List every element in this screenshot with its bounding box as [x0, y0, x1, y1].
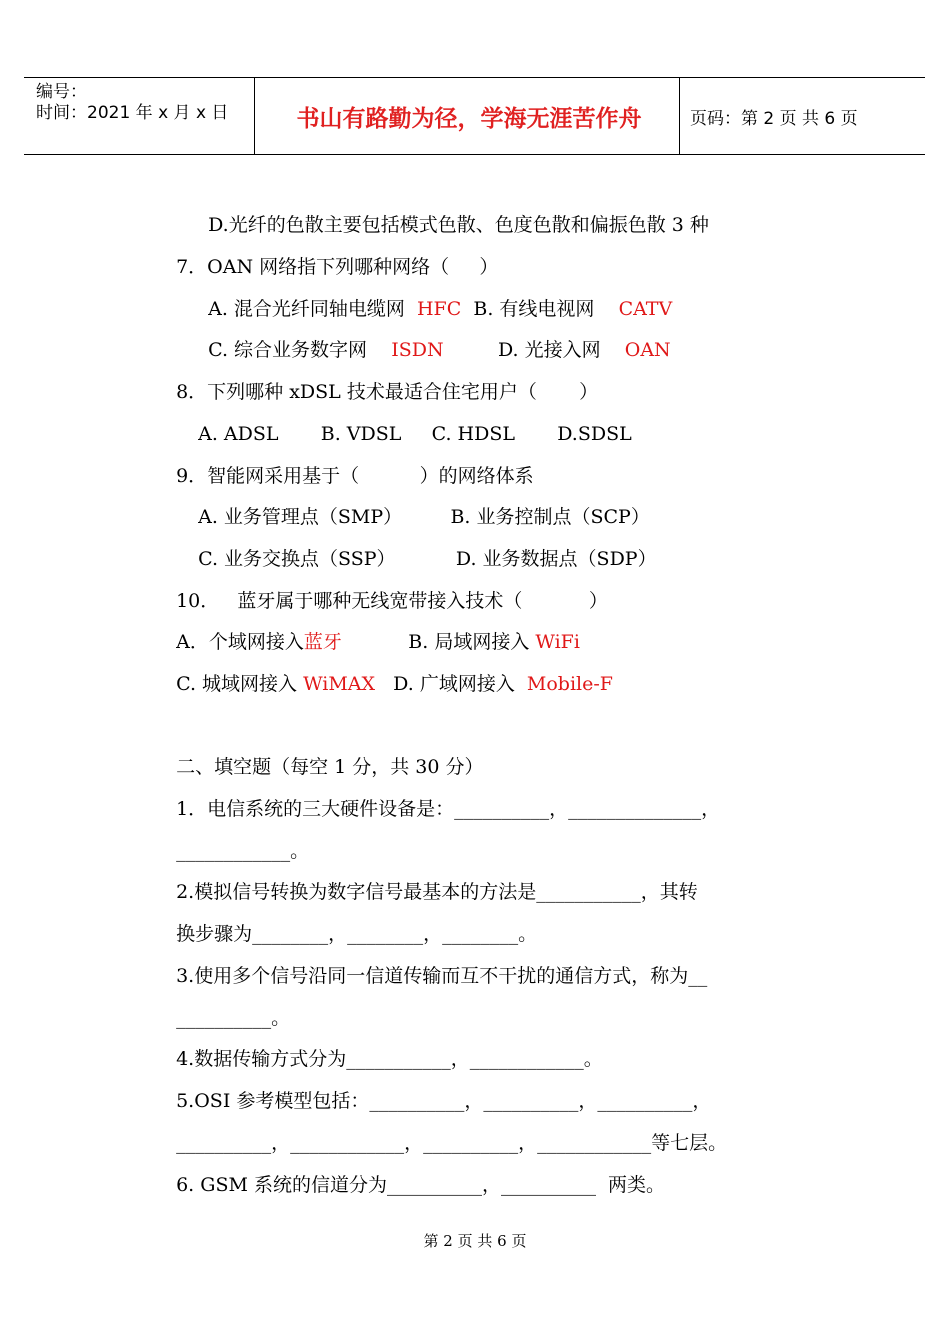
- answer-text: WiMAX: [303, 673, 376, 695]
- text-segment: 5.OSI 参考模型包括：__________，__________，__________，: [176, 1090, 712, 1112]
- text-segment: D. 广域网接入: [375, 673, 527, 695]
- answer-text: ISDN: [391, 339, 444, 361]
- text-segment: 7．OAN 网络指下列哪种网络（ ）: [176, 256, 499, 278]
- header-info: [36, 82, 228, 124]
- text-segment: C. 业务交换点（SSP） D. 业务数据点（SDP）: [198, 548, 657, 570]
- answer-text: Mobile-F: [526, 673, 613, 695]
- text-segment: 6. GSM 系统的信道分为__________，__________ 两类。: [176, 1174, 666, 1196]
- page-footer: 第 2 页 共 6 页: [423, 1232, 527, 1250]
- header-page-label: 页码：第 2 页 共 6 页: [690, 108, 858, 129]
- serial-label: 编号：: [36, 82, 87, 102]
- text-segment: A. 业务管理点（SMP） B. 业务控制点（SCP）: [198, 506, 650, 528]
- text-segment: B. 局域网接入: [341, 631, 536, 653]
- text-segment: D.光纤的色散主要包括模式色散、色度色散和偏振色散 3 种: [208, 214, 709, 236]
- text-segment: __________。: [176, 1007, 291, 1029]
- answer-text: HFC: [416, 298, 462, 320]
- text-segment: 8．下列哪种 xDSL 技术最适合住宅用户（ ）: [176, 381, 599, 403]
- text-segment: 换步骤为________，________，________。: [176, 923, 538, 945]
- header-motto: 书山有路勤为径，学海无涯苦作舟: [296, 105, 642, 132]
- fill-question: [164, 1146, 665, 1198]
- text-segment: 10． 蓝牙属于哪种无线宽带接入技术（ ）: [176, 590, 608, 612]
- text-segment: C. 城域网接入: [176, 673, 304, 695]
- text-segment: D. 光接入网: [443, 339, 625, 361]
- text-segment: B. 有线电视网: [461, 298, 619, 320]
- header-divider: [254, 78, 255, 154]
- header-divider: [679, 78, 680, 154]
- answer-text: CATV: [618, 298, 673, 320]
- page-header: [24, 77, 925, 155]
- option-line: [164, 645, 613, 697]
- text-segment: C. 综合业务数字网: [208, 339, 392, 361]
- text-segment: __________，____________，__________，____________等七层。: [176, 1132, 728, 1154]
- answer-text: OAN: [624, 339, 671, 361]
- text-segment: 二、填空题（每空 1 分，共 30 分）: [176, 756, 484, 778]
- text-segment: A. 混合光纤同轴电缆网: [208, 298, 417, 320]
- text-segment: 4.数据传输方式分为___________，____________。: [176, 1048, 603, 1070]
- text-segment: A. ADSL B. VDSL C. HDSL D.SDSL: [198, 423, 632, 445]
- text-segment: 1．电信系统的三大硬件设备是：__________，______________，: [176, 798, 721, 820]
- answer-text: 蓝牙: [303, 631, 342, 653]
- text-segment: 2.模拟信号转换为数字信号最基本的方法是___________，其转: [176, 881, 698, 903]
- time-text: 时间：2021 年 x 月 x 日: [36, 103, 229, 123]
- text-segment: ____________。: [176, 840, 310, 862]
- text-segment: 9．智能网采用基于（ ）的网络体系: [176, 465, 534, 487]
- text-segment: 3.使用多个信号沿同一信道传输而互不干扰的通信方式，称为__: [176, 965, 708, 987]
- text-segment: A．个域网接入: [176, 631, 304, 653]
- answer-text: WiFi: [535, 631, 580, 653]
